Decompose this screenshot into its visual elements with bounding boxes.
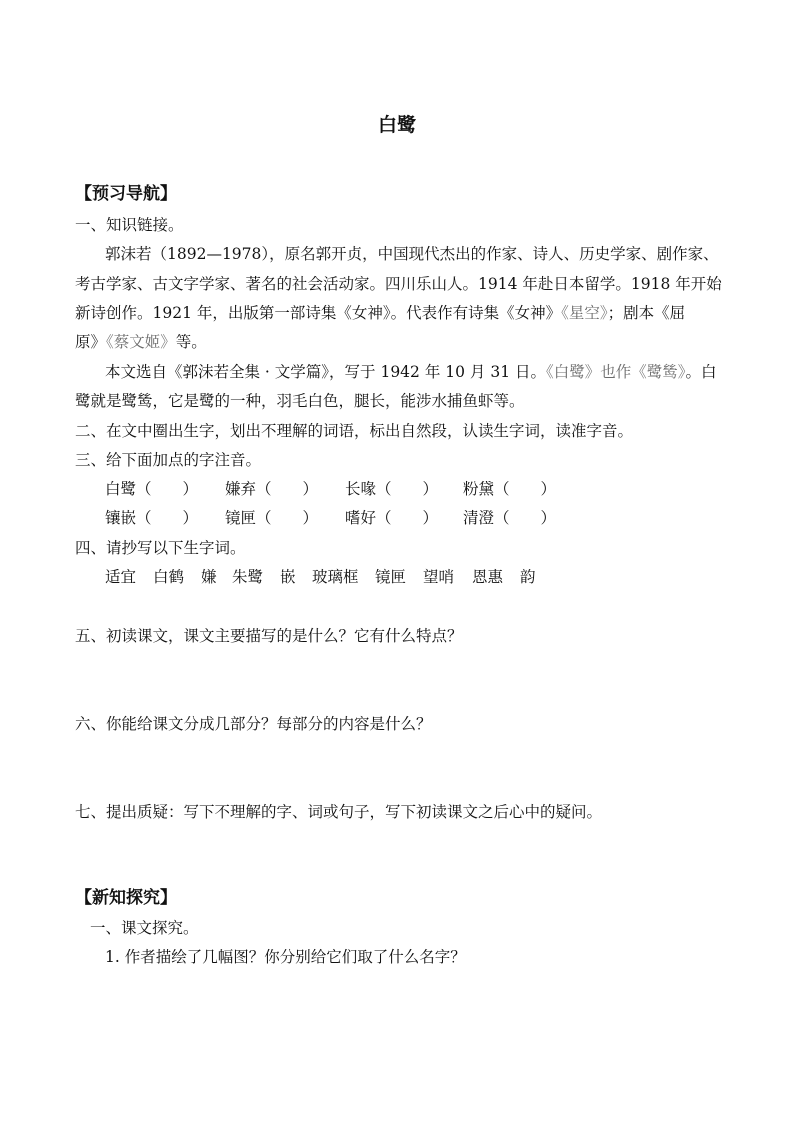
source-line-1 [105, 362, 717, 382]
bio-line-4-work: 《蔡文姬》 [106, 333, 176, 351]
bio-line-4-tail: 等。 [175, 333, 207, 351]
pinyin-item[interactable]: 白鹭（ ） [105, 480, 199, 498]
question-2: 二、在文中圈出生字，划出不理解的词语，标出自然段，认读生字词，读准字音。 [75, 422, 634, 440]
bio-line-4 [75, 332, 207, 352]
word-item: 朱鹭 [232, 568, 264, 586]
explore-section-1: 一、课文探究。 [90, 919, 199, 937]
bio-line-3-tail: ；剧本《屈 [607, 304, 686, 322]
bio-line-3-work: 《星空》 [561, 304, 608, 322]
question-1: 一、知识链接。 [75, 216, 184, 234]
preview-heading: 【预习导航】 [75, 184, 177, 204]
pinyin-item[interactable]: 长喙（ ） [345, 480, 439, 498]
word-item: 嫌 [201, 568, 217, 586]
bio-line-4-text: 原》 [75, 333, 107, 351]
bio-line-3 [75, 303, 685, 323]
word-item: 玻璃框 [312, 568, 359, 586]
word-item: 白鹤 [153, 568, 185, 586]
question-3: 三、给下面加点的字注音。 [75, 451, 262, 469]
word-item: 望哨 [423, 568, 455, 586]
word-item: 镜匣 [375, 568, 407, 586]
source-line-1-titles: 《白鹭》也作《鹭鸶》 [546, 363, 686, 381]
question-7: 七、提出质疑：写下不理解的字、词或句子，写下初读课文之后心中的疑问。 [75, 803, 603, 821]
question-4: 四、请抄写以下生字词。 [75, 539, 246, 557]
pinyin-item[interactable]: 嗜好（ ） [345, 509, 439, 527]
word-item: 适宜 [105, 568, 137, 586]
pinyin-item[interactable]: 粉黛（ ） [463, 480, 557, 498]
question-5: 五、初读课文，课文主要描写的是什么？它有什么特点？ [75, 627, 463, 645]
word-item: 韵 [520, 568, 536, 586]
source-line-2: 鹭就是鹭鸶，它是鹭的一种，羽毛白色，腿长，能涉水捕鱼虾等。 [75, 392, 525, 410]
word-item: 恩惠 [472, 568, 504, 586]
pinyin-item[interactable]: 嫌弃（ ） [225, 480, 319, 498]
word-item: 嵌 [280, 568, 296, 586]
bio-line-2: 考古学家、古文字学家、著名的社会活动家。四川乐山人。1914 年赴日本留学。1918 年开始 [75, 275, 722, 293]
page-title: 白鹭 [377, 114, 416, 136]
explore-heading: 【新知探究】 [75, 888, 177, 908]
pinyin-item[interactable]: 镶嵌（ ） [105, 509, 199, 527]
pinyin-item[interactable]: 镜匣（ ） [225, 509, 319, 527]
bio-line-1: 郭沫若（1892—1978），原名郭开贞，中国现代杰出的作家、诗人、历史学家、剧作家、 [105, 245, 719, 263]
source-line-1-text: 本文选自《郭沫若全集 · 文学篇》，写于 1942 年 10 月 31 日。 [105, 363, 546, 381]
bio-line-3-text: 新诗创作。1921 年，出版第一部诗集《女神》。代表作有诗集《女神》 [75, 304, 562, 322]
source-line-1-tail: 。白 [685, 363, 717, 381]
pinyin-item[interactable]: 清澄（ ） [463, 509, 557, 527]
question-6: 六、你能给课文分成几部分？每部分的内容是什么？ [75, 715, 432, 733]
explore-question-1: 1. 作者描绘了几幅图？你分别给它们取了什么名字？ [105, 948, 466, 966]
